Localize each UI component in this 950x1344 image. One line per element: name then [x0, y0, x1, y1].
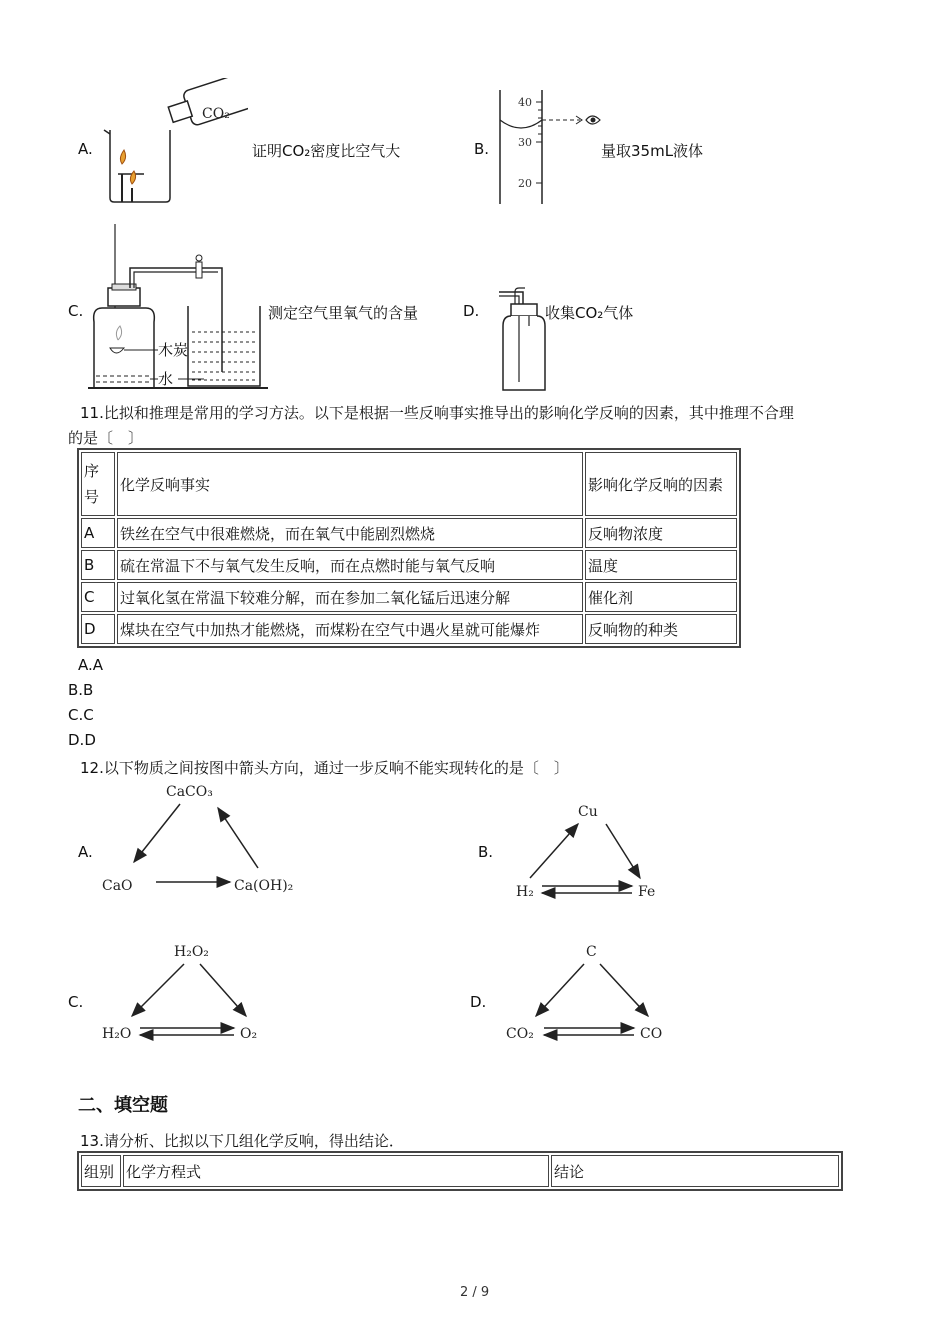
q12-b-right: Fe — [638, 884, 656, 900]
q11-row-b-id: B — [81, 550, 115, 580]
q11-row-c-factor: 催化剂 — [585, 582, 737, 612]
table-header-row — [81, 452, 737, 516]
q10-d-gas-bottle — [495, 284, 551, 392]
q10-b-tick-40: 40 — [518, 96, 532, 109]
q12-stem: 12.以下物质之间按图中箭头方向，通过一步反响不能实现转化的是〔 〕 — [80, 759, 569, 777]
page-number: 2 / 9 — [460, 1285, 490, 1300]
q12-d-left: CO₂ — [506, 1026, 534, 1042]
q11-stem-line1: 11.比拟和推理是常用的学习方法。以下是根据一些反响事实推导出的影响化学反响的因素，其中推理不合理 — [80, 404, 794, 422]
table-row — [81, 550, 737, 580]
q11-option-d[interactable]: D.D — [68, 731, 96, 749]
q13-stem: 13.请分析、比拟以下几组化学反响，得出结论． — [80, 1132, 404, 1150]
q11-row-d-factor: 反响物的种类 — [585, 614, 737, 644]
q10-c-charcoal-label: 木炭 — [158, 341, 189, 359]
q12-c-top: H₂O₂ — [174, 944, 209, 960]
q11-option-a[interactable]: A.A — [78, 656, 104, 674]
q13-header-equation: 化学方程式 — [123, 1155, 549, 1187]
q12-c-diagram — [96, 934, 276, 1050]
q10-option-c-letter: C. — [68, 302, 84, 320]
q10-option-d-letter: D. — [463, 302, 480, 320]
q10-option-c-desc: 测定空气里氧气的含量 — [268, 304, 419, 322]
q12-option-c-letter: C. — [68, 993, 84, 1011]
q10-option-a-desc: 证明CO₂密度比空气大 — [252, 142, 401, 160]
q12-a-top: CaCO₃ — [166, 784, 213, 800]
q12-b-top: Cu — [578, 804, 598, 820]
section-title: 二、填空题 — [78, 1095, 168, 1116]
q10-a-bottle-label: CO₂ — [202, 106, 230, 122]
q11-row-c-fact: 过氧化氢在常温下较难分解，而在参加二氧化锰后迅速分解 — [117, 582, 583, 612]
q12-d-right: CO — [640, 1026, 663, 1042]
q10-option-a-letter: A. — [78, 140, 93, 158]
table-row — [81, 582, 737, 612]
q10-option-b-desc: 量取35mL液体 — [601, 142, 704, 160]
q10-b-tick-20: 20 — [518, 177, 532, 190]
q13-header-group: 组别 — [81, 1155, 121, 1187]
q10-option-b-letter: B. — [474, 140, 490, 158]
q11-header-num-line2: 号 — [84, 488, 100, 506]
q12-a-left: CaO — [102, 878, 133, 894]
q11-header-number — [81, 452, 115, 516]
q12-b-diagram — [510, 796, 670, 908]
table-row — [81, 518, 737, 548]
q11-row-a-fact: 铁丝在空气中很难燃烧，而在氧气中能剧烈燃烧 — [117, 518, 583, 548]
q10-b-tick-30: 30 — [518, 136, 532, 149]
q10-c-oxygen-apparatus — [88, 222, 268, 392]
q11-header-num-line1: 序 — [84, 462, 100, 480]
q12-option-d-letter: D. — [470, 993, 487, 1011]
q11-row-a-id: A — [81, 518, 115, 548]
q12-d-top: C — [586, 944, 597, 960]
q13-table — [77, 1151, 843, 1191]
q12-option-b-letter: B. — [478, 843, 494, 861]
table-header-row — [81, 1155, 839, 1187]
q11-row-a-factor: 反响物浓度 — [585, 518, 737, 548]
q12-b-left: H₂ — [516, 884, 534, 900]
q11-table — [77, 448, 741, 648]
q11-header-factor: 影响化学反响的因素 — [585, 452, 737, 516]
q10-a-beaker-diagram — [98, 78, 248, 206]
q11-row-b-factor: 温度 — [585, 550, 737, 580]
q10-c-water-label: 水 — [158, 370, 174, 388]
q11-row-c-id: C — [81, 582, 115, 612]
q12-option-a-letter: A. — [78, 843, 93, 861]
q12-a-diagram — [96, 778, 316, 898]
q12-c-right: O₂ — [240, 1026, 258, 1042]
q11-stem-line2: 的是〔 〕 — [68, 429, 144, 447]
q10-b-cylinder-diagram — [492, 88, 607, 206]
q11-option-c[interactable]: C.C — [68, 706, 94, 724]
q12-a-right: Ca(OH)₂ — [234, 878, 294, 894]
q12-c-left: H₂O — [102, 1026, 132, 1042]
q12-d-diagram — [500, 934, 680, 1050]
q11-row-d-fact: 煤块在空气中加热才能燃烧，而煤粉在空气中遇火星就可能爆炸 — [117, 614, 583, 644]
q11-option-b[interactable]: B.B — [68, 681, 94, 699]
q13-header-conclusion: 结论 — [551, 1155, 839, 1187]
q11-header-fact: 化学反响事实 — [117, 452, 583, 516]
q11-row-d-id: D — [81, 614, 115, 644]
table-row — [81, 614, 737, 644]
q10-option-d-desc: 收集CO₂气体 — [545, 304, 634, 322]
q11-row-b-fact: 硫在常温下不与氧气发生反响，而在点燃时能与氧气反响 — [117, 550, 583, 580]
